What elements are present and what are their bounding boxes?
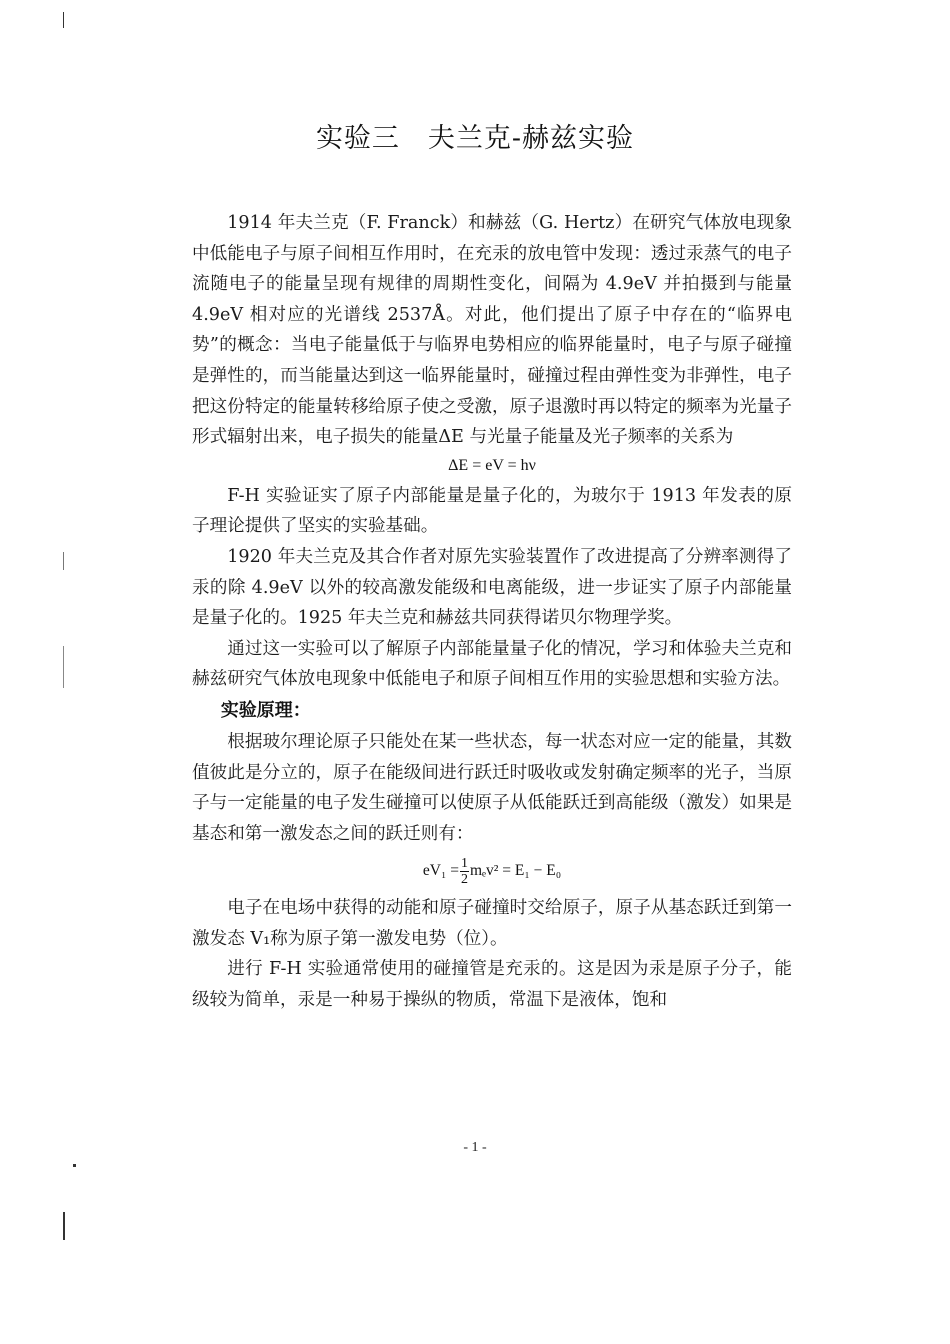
paragraph-fh-confirmation: F-H 实验证实了原子内部能量是量子化的，为玻尔于 1913 年发表的原子理论提供了坚实的实验基础。 <box>192 485 792 537</box>
paragraph-purpose: 通过这一实验可以了解原子内部能量量子化的情况，学习和体验夫兰克和赫兹研究气体放电现象中低能电子和原子间相互作用的实验思想和实验方法。 <box>192 638 792 690</box>
formula-fraction <box>460 856 469 887</box>
scan-mark-mid2 <box>63 646 64 688</box>
paragraph-intro: 1914 年夫兰克（F. Franck）和赫兹（G. Hertz）在研究气体放电现象中低能电子与原子间相互作用时，在充汞的放电管中发现：透过汞蒸气的电子流随电子的能量呈现有规律的周期性变化，间隔为 4.9eV 并拍摄到与能量 4.9eV 相对应的光谱线 2537Å。对此，他们提出了原子中存在的“临界电势”的概念：当电子能量低于与临界电势相应的临界能量时，电子与原子碰撞是弹性的，而当能量达到这一临界能量时，碰撞过程由弹性变为非弹性，电子把这份特定的能量转移给原子使之受激，原子退激时再以特定的频率为光量子形式辐射出来，电子损失的能量ΔE 与光量子能量及光子频率的关系为 <box>192 213 792 448</box>
document-body <box>192 208 792 1016</box>
excitation-formula <box>192 849 792 893</box>
fraction-denominator: 2 <box>460 871 468 887</box>
section-heading-principle: 实验原理： <box>220 699 311 721</box>
scan-mark-mid <box>63 552 64 570</box>
formula-lhs: eV₁ = <box>422 861 459 879</box>
page-number: - 1 - <box>463 1140 487 1155</box>
energy-formula: ΔE = eV = hν <box>448 456 536 474</box>
scan-mark-bottom <box>63 1212 65 1240</box>
scan-mark-dot <box>73 1164 76 1167</box>
page-title: 实验三 夫兰克-赫兹实验 <box>315 123 635 154</box>
paragraph-mercury-tube: 进行 F-H 实验通常使用的碰撞管是充汞的。这是因为汞是原子分子，能级较为简单，汞是一种易于操纵的物质，常温下是液体，饱和 <box>192 959 792 1011</box>
paragraph-1920-improvement: 1920 年夫兰克及其合作者对原先实验装置作了改进提高了分辨率测得了汞的除 4.9eV 以外的较高激发能级和电离能级，进一步证实了原子内部能量是量子化的。1925 年夫兰克和赫兹共同获得诺贝尔物理学奖。 <box>192 546 792 629</box>
fraction-numerator: 1 <box>460 855 468 871</box>
formula-rhs: mₑv² = E₁ − E₀ <box>469 861 562 879</box>
paragraph-excitation-potential: 电子在电场中获得的动能和原子碰撞时交给原子，原子从基态跃迁到第一激发态 V₁称为原子第一激发电势（位）。 <box>192 898 792 949</box>
scan-mark-top <box>63 12 64 28</box>
paragraph-bohr-theory: 根据玻尔理论原子只能处在某一些状态，每一状态对应一定的能量，其数值彼此是分立的，原子在能级间进行跃迁时吸收或发射确定频率的光子，当原子与一定能量的电子发生碰撞可以使原子从低能跃迁到高能级（激发）如果是基态和第一激发态之间的跃迁则有： <box>192 731 792 844</box>
